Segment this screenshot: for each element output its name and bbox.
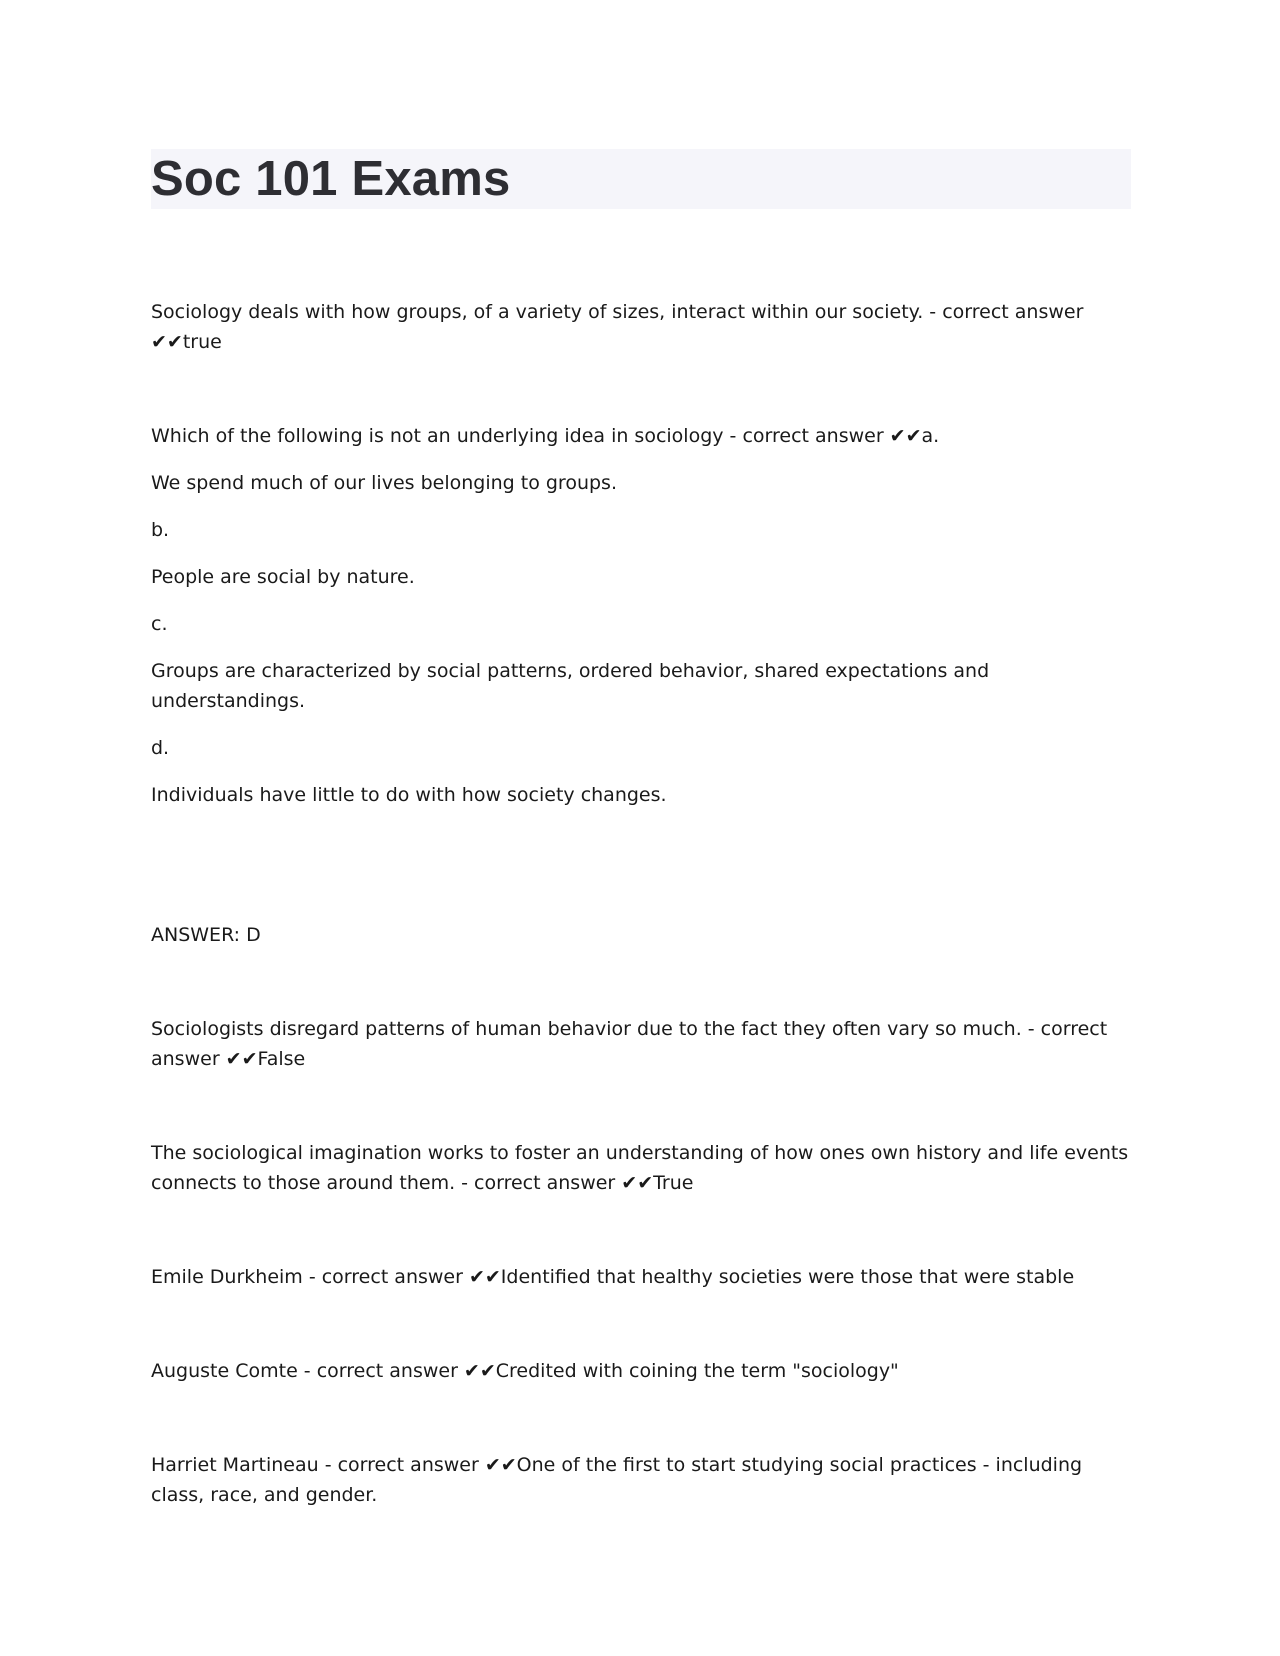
question-4: The sociological imagination works to foster an understanding of how ones own history and life events connects to those around them. - correct answer ✔✔True [151,1142,1129,1194]
question-5: Emile Durkheim - correct answer ✔✔Identified that healthy societies were those that were stable [151,1266,1075,1288]
question-2-option-a: We spend much of our lives belonging to groups. [151,472,617,494]
question-2-option-d-label: d. [151,737,170,759]
question-1: Sociology deals with how groups, of a variety of sizes, interact within our society. - correct answer ✔✔true [151,301,1084,353]
question-2-answer: ANSWER: D [151,924,261,946]
question-2-stem: Which of the following is not an underlying idea in sociology - correct answer ✔✔a. [151,425,940,447]
question-3: Sociologists disregard patterns of human behavior due to the fact they often vary so much. - correct answer ✔✔False [151,1018,1108,1070]
title-bar [151,149,1131,209]
question-2-option-d: Individuals have little to do with how society changes. [151,784,667,806]
question-6: Auguste Comte - correct answer ✔✔Credited with coining the term "sociology" [151,1360,899,1382]
question-2-option-c: Groups are characterized by social patterns, ordered behavior, shared expectations and understandings. [151,660,990,712]
question-2-option-b: People are social by nature. [151,566,415,588]
question-2-option-b-label: b. [151,519,170,541]
page-title: Soc 101 Exams [151,152,511,206]
question-7: Harriet Martineau - correct answer ✔✔One of the first to start studying social practices - including class, race, and gender. [151,1454,1083,1506]
question-2-option-c-label: c. [151,613,168,635]
document-page [151,149,1131,1510]
